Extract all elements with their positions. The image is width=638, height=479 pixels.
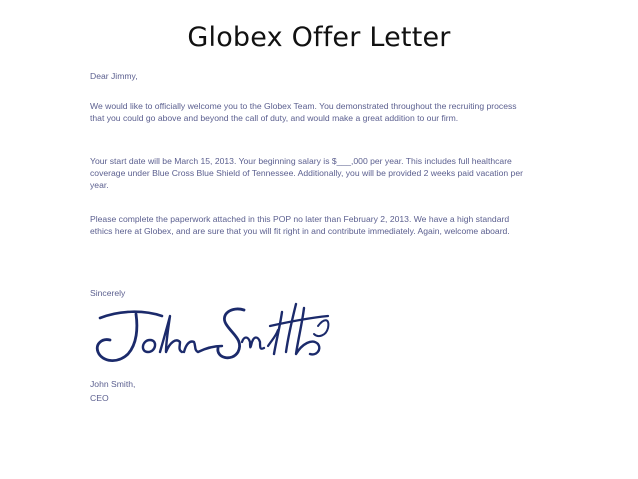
letter-greeting: Dear Jimmy, [90, 71, 138, 81]
signer-name: John Smith, [90, 379, 136, 389]
letter-paragraph-terms: Your start date will be March 15, 2013. Your beginning salary is $___,000 per year. This includes full healthcare coverage under Blue Cross Blue Shield of Tennessee. Additionally, you will be provided 2 weeks paid vacation per year. [90, 156, 523, 190]
letter-paragraph-welcome: We would like to officially welcome you to the Globex Team. You demonstrated throughout the recruiting process that you could go above and beyond the call of duty, and would make a great addition to our firm. [90, 101, 517, 123]
signer-title: CEO [90, 393, 109, 403]
page-title: Globex Offer Letter [187, 22, 451, 53]
letter-closing: Sincerely [90, 288, 126, 298]
letter-paragraph-paperwork: Please complete the paperwork attached in this POP no later than February 2, 2013. We have a high standard ethics here at Globex, and are sure that you will fit right in and contribute immediately. Again, welcome aboard. [90, 214, 510, 236]
handwritten-signature [92, 296, 342, 371]
